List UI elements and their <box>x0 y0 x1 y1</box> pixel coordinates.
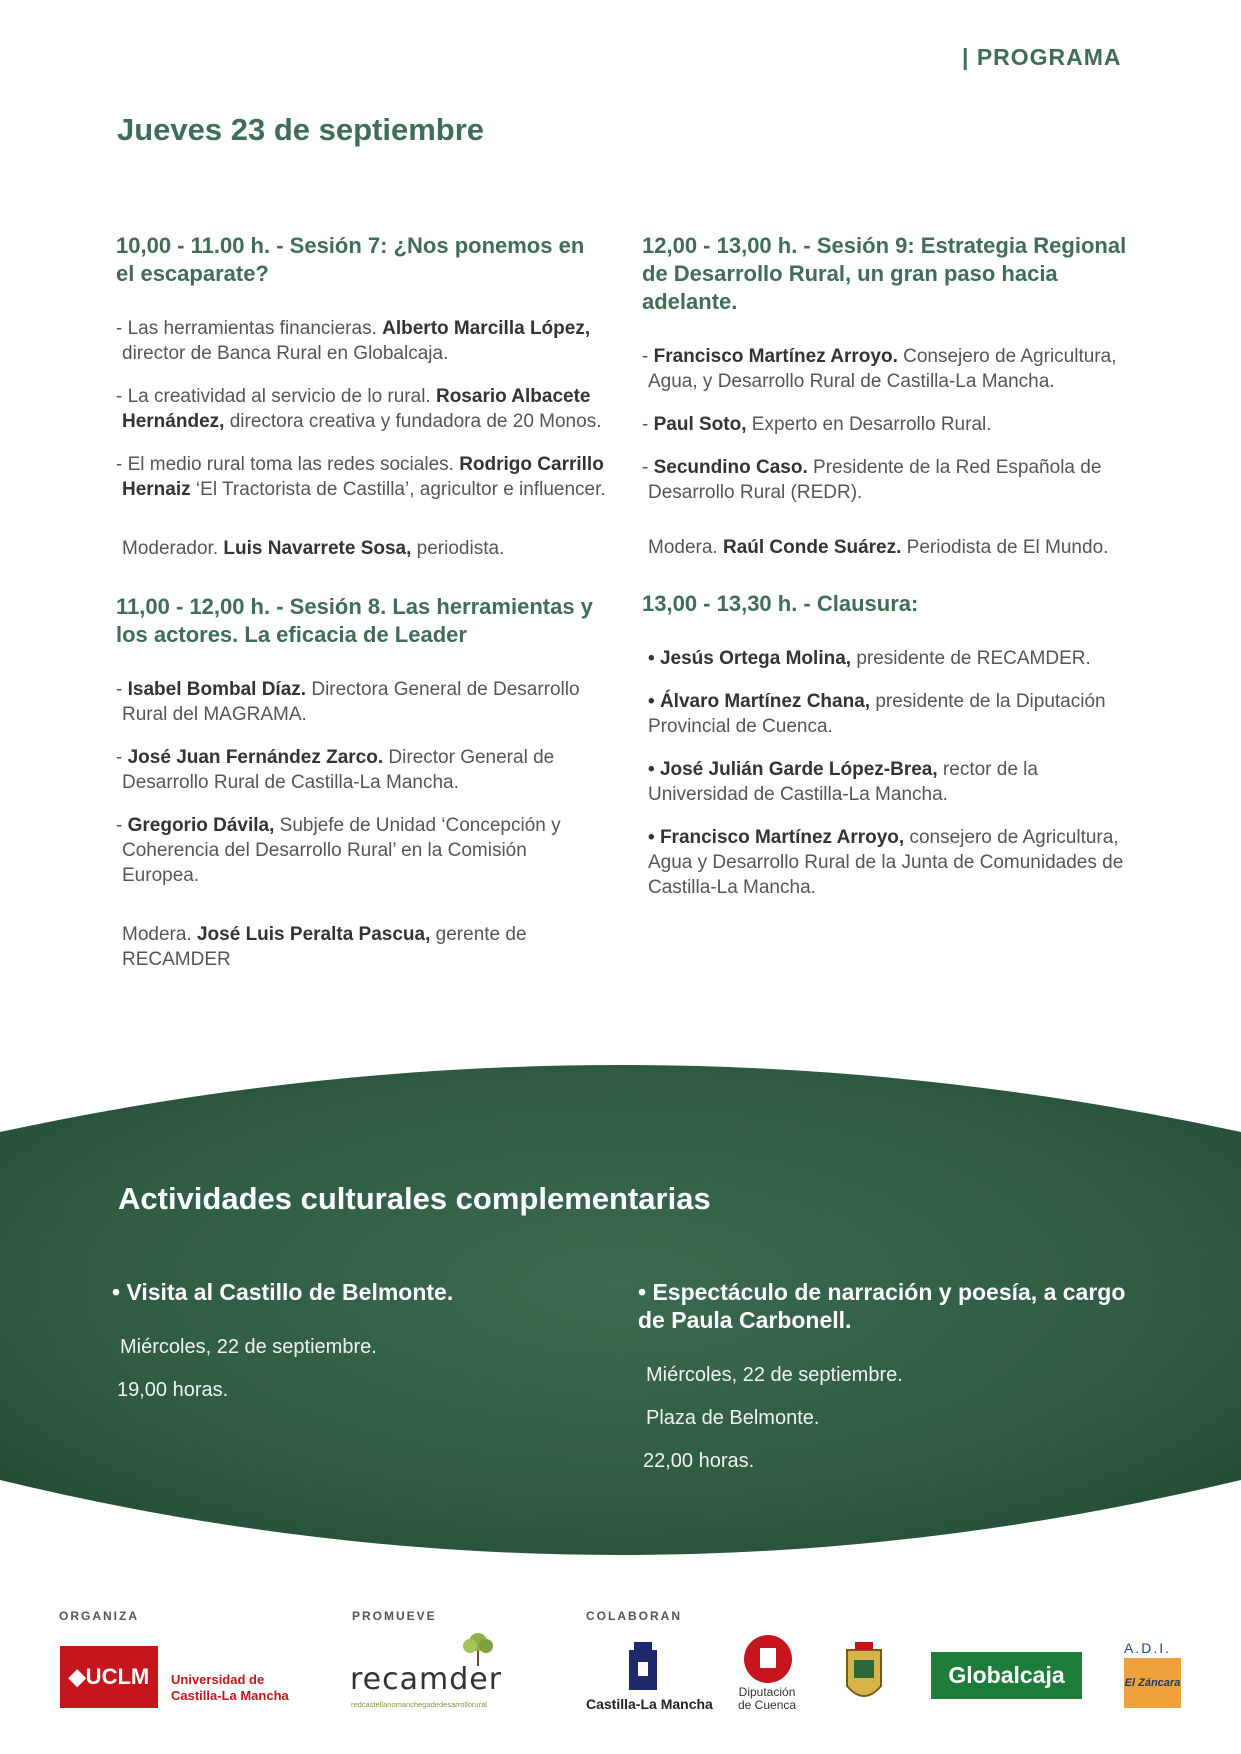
session-9-moderator: Modera. Raúl Conde Suárez. Periodista de El Mundo. <box>648 537 1109 558</box>
activity-1-time: 19,00 horas. <box>117 1379 229 1401</box>
session-7-title: 10,00 - 11.00 h. - Sesión 7: ¿Nos ponemos en el escaparate? <box>116 233 585 286</box>
activity-2-place: Plaza de Belmonte. <box>646 1407 820 1429</box>
activity-2 <box>638 1278 1138 1491</box>
session-9-item: - Francisco Martínez Arroyo. Consejero de Agricultura, Agua, y Desarrollo Rural de Castilla-La Mancha. <box>642 346 1117 392</box>
session-8-item: - Gregorio Dávila, Subjefe de Unidad ‘Concepción y Coherencia del Desarrollo Rural’ en la Comisión Europea. <box>116 815 561 886</box>
day-title: Jueves 23 de septiembre <box>117 112 485 147</box>
session-7-item: - El medio rural toma las redes sociales. Rodrigo Carrillo Hernaiz ‘El Tractorista de Castilla’, agricultor e influencer. <box>116 454 606 500</box>
organiza-label: ORGANIZA <box>59 1609 139 1623</box>
section-tag: | PROGRAMA <box>962 44 1122 70</box>
session-7-moderator: Moderador. Luis Navarrete Sosa, periodista. <box>122 538 505 559</box>
diputacion-seal-icon <box>743 1634 793 1684</box>
uclm-logo: ◆UCLM <box>60 1646 158 1708</box>
session-8-item: - José Juan Fernández Zarco. Director General de Desarrollo Rural de Castilla-La Mancha. <box>116 747 555 793</box>
promueve-label: PROMUEVE <box>352 1609 437 1623</box>
session-8-moderator: Modera. José Luis Peralta Pascua, gerente de RECAMDER <box>122 924 527 970</box>
session-7-item: - Las herramientas financieras. Alberto Marcilla López, director de Banca Rural en Globalcaja. <box>116 318 591 364</box>
globalcaja-logo: Globalcaja <box>931 1652 1082 1699</box>
right-column <box>642 232 1142 918</box>
closing-item: • Jesús Ortega Molina, presidente de RECAMDER. <box>648 648 1091 669</box>
closing-title: 13,00 - 13,30 h. - Clausura: <box>642 591 919 616</box>
activity-1-title: • Visita al Castillo de Belmonte. <box>112 1279 454 1305</box>
colaboran-label: COLABORAN <box>586 1609 682 1623</box>
left-column <box>116 232 606 1004</box>
session-9-item: - Paul Soto, Experto en Desarrollo Rural. <box>642 414 992 435</box>
adi-label: A.D.I. <box>1124 1640 1172 1656</box>
uclm-name: Universidad de Castilla-La Mancha <box>171 1672 289 1703</box>
session-9-title: 12,00 - 13,00 h. - Sesión 9: Estrategia Regional de Desarrollo Rural, un gran paso hacia adelante. <box>642 233 1127 314</box>
recamder-tagline: redcastellanomanchegadedesarrollorural <box>351 1700 487 1709</box>
closing-item: • Francisco Martínez Arroyo, consejero de Agricultura, Agua y Desarrollo Rural de la Junta de Comunidades de Castilla-La Mancha. <box>648 827 1124 898</box>
activity-1-date: Miércoles, 22 de septiembre. <box>120 1336 377 1358</box>
session-8-item: - Isabel Bombal Díaz. Directora General de Desarrollo Rural del MAGRAMA. <box>116 679 580 725</box>
activity-2-title: • Espectáculo de narración y poesía, a cargo de Paula Carbonell. <box>638 1279 1126 1333</box>
clm-name: Castilla-La Mancha <box>586 1696 713 1712</box>
session-9-item: - Secundino Caso. Presidente de la Red Española de Desarrollo Rural (REDR). <box>642 457 1102 503</box>
closing-item: • José Julián Garde López-Brea, rector de la Universidad de Castilla-La Mancha. <box>648 759 1038 805</box>
recamder-logo: recamder <box>350 1662 503 1697</box>
cultural-title: Actividades culturales complementarias <box>118 1181 711 1216</box>
activity-2-time: 22,00 horas. <box>643 1450 755 1472</box>
el-zancara-logo: El Záncara <box>1124 1658 1181 1708</box>
session-8-title: 11,00 - 12,00 h. - Sesión 8. Las herramientas y los actores. La eficacia de Leader <box>116 594 593 647</box>
session-7-item: - La creatividad al servicio de lo rural. Rosario Albacete Hernández, directora creativa y fundadora de 20 Monos. <box>116 386 602 432</box>
activity-1 <box>112 1278 592 1420</box>
closing-item: • Álvaro Martínez Chana, presidente de la Diputación Provincial de Cuenca. <box>648 691 1106 737</box>
activity-2-date: Miércoles, 22 de septiembre. <box>646 1364 903 1386</box>
belmonte-shield-icon <box>841 1640 887 1710</box>
diputacion-name: Diputación de Cuenca <box>738 1685 797 1712</box>
clm-crest-icon <box>626 1640 660 1692</box>
